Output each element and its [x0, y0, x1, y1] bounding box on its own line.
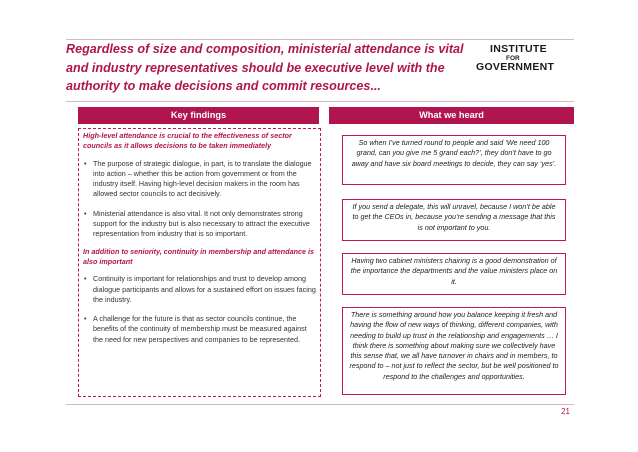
list-item: • Ministerial attendance is also vital. It not only demonstrates strong support for the industry but is also necessary to attract the executive representation from industry that is so important.	[84, 208, 310, 239]
findings-list-1	[83, 159, 316, 240]
footer-rule	[66, 404, 574, 405]
logo-line-2: FOR	[506, 54, 520, 62]
list-item: • The purpose of strategic dialogue, in part, is to translate the dialogue into action – whether this be action from government or from the industry itself. Having high-level decision makers in the room has allowed sector councils to act decisively.	[84, 158, 312, 199]
slide-title: Regardless of size and composition, ministerial attendance is vital and industry representatives should be executive level with the authority to make decisions and commit resources...	[66, 42, 464, 93]
findings-list-2	[83, 274, 316, 345]
bullet-icon: •	[84, 314, 87, 324]
list-item: • Continuity is important for relationships and trust to develop among dialogue participants and allows for a sustained effort on issues facing the industry.	[84, 274, 316, 304]
findings-subhead: In addition to seniority, continuity in membership and attendance is also important	[83, 246, 314, 266]
what-we-heard-header: What we heard	[329, 107, 574, 124]
quote-box: Having two cabinet ministers chairing is a good demonstration of the importance the departments and the value ministers place on it.	[342, 253, 566, 295]
findings-intro: High-level attendance is crucial to the effectiveness of sector councils as it allows decisions to be taken immediately	[83, 131, 292, 151]
quote-box: So when I’ve turned round to people and said ‘We need 100 grand, can you give me 5 grand each?’, they don’t have to go away and have six board meetings to decide, they can say ‘yes’.	[342, 135, 566, 185]
list-item: • A challenge for the future is that as sector councils continue, the benefits of the continuity of membership must be measured against the need for new perspectives and companies to be represented.	[84, 314, 307, 344]
quote-box: There is something around how you balance keeping it fresh and having the flow of new ways of thinking, different companies, with needing to build up trust in the relationship and engagements … I think there is something about making sure we collectively have this sense that, we all have turnover in chairs and in members, to respond to – not just to reflect the sector, but be well positioned to respond to the challenges and opportunities.	[342, 307, 566, 395]
key-findings-header: Key findings	[78, 107, 319, 124]
key-findings-panel	[78, 128, 321, 397]
logo-line-1: INSTITUTE	[490, 43, 547, 55]
bullet-icon: •	[84, 208, 87, 218]
bullet-icon: •	[84, 274, 87, 284]
quote-box: If you send a delegate, this will unravel, because I won’t be able to get the CEOs in, because you’re sending a message that this is not important to you.	[342, 199, 566, 241]
page-number: 21	[561, 407, 570, 416]
bullet-icon: •	[84, 158, 87, 168]
institute-for-government-logo	[476, 44, 576, 73]
logo-line-3: GOVERNMENT	[476, 61, 555, 73]
header-rule	[66, 101, 574, 102]
